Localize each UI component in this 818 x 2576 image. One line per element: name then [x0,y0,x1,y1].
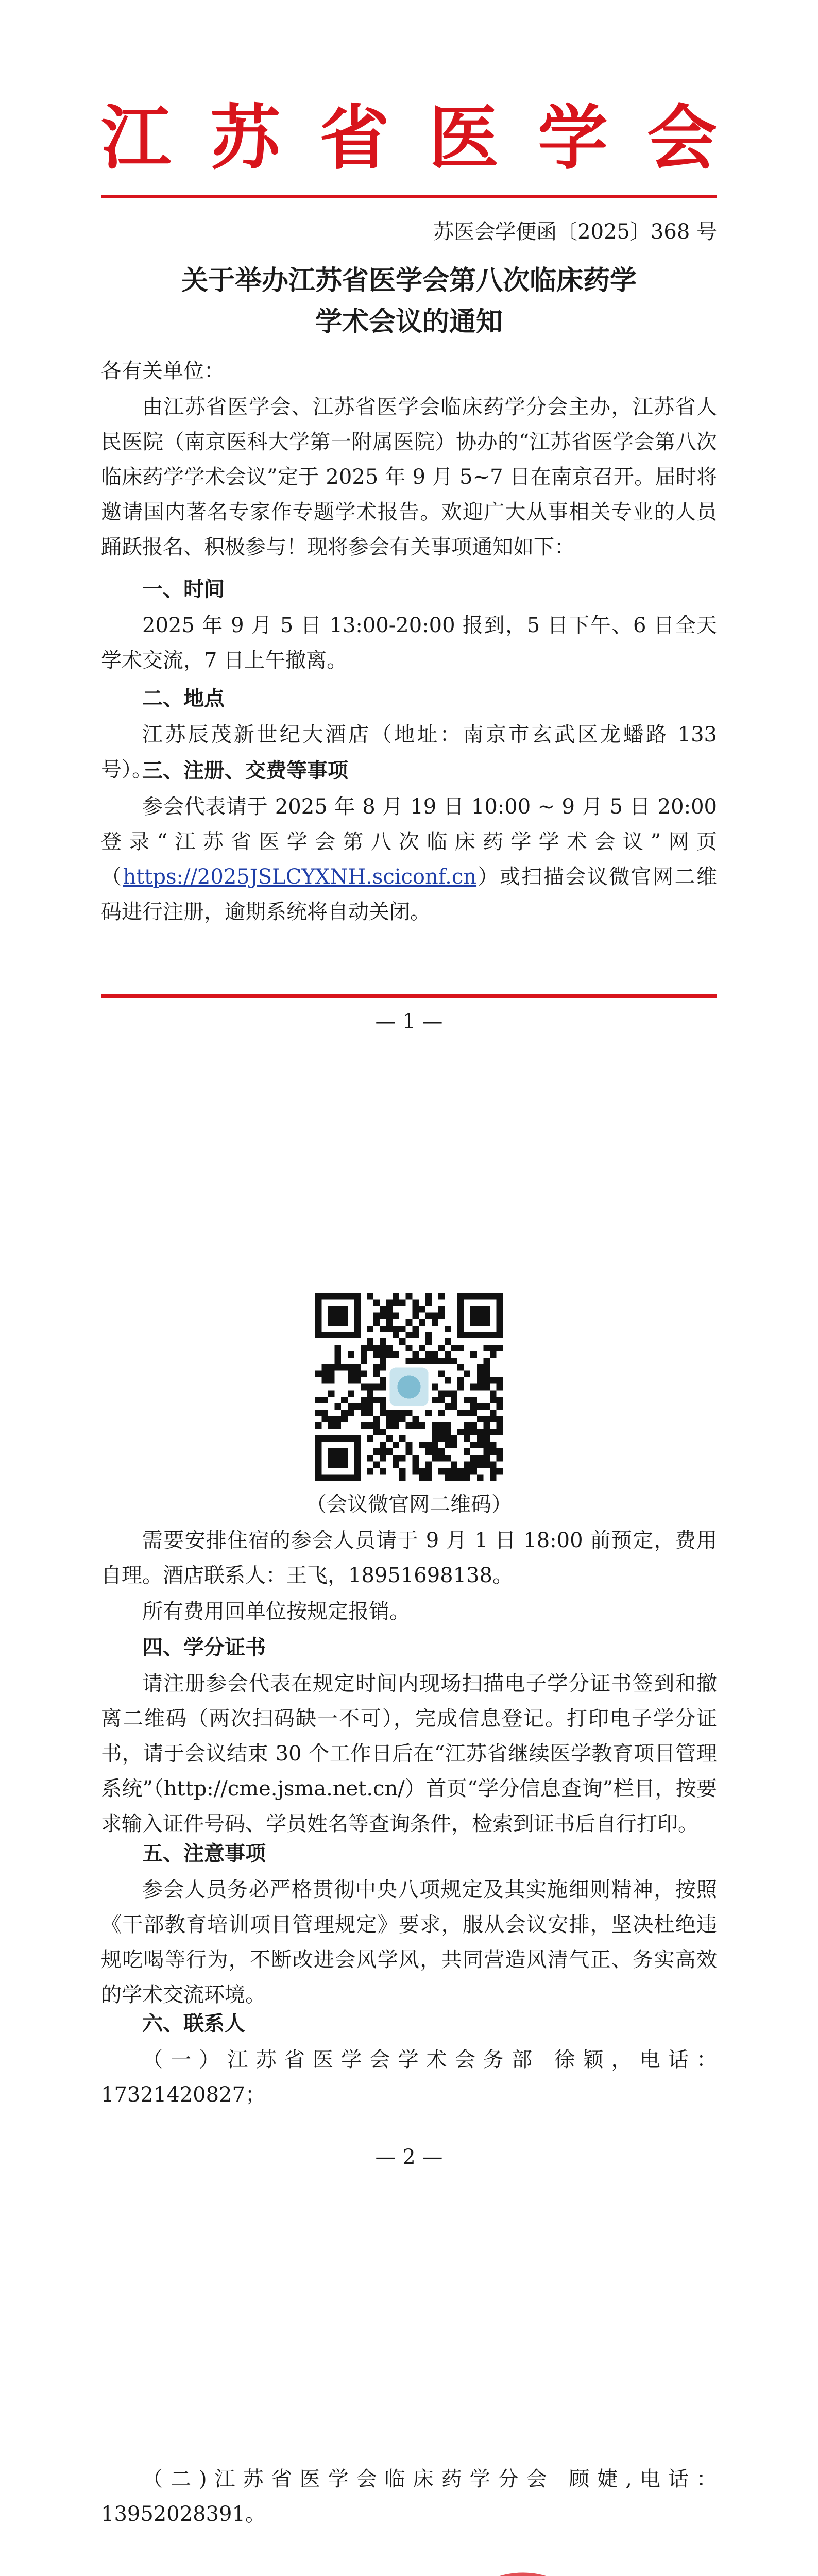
contact-2: （二)江苏省医学会临床药学分会 顾婕,电话：13952028391。 [101,2467,717,2526]
registration-text [101,789,717,929]
section-heading-contacts: 六、联系人 [142,2012,245,2036]
title-line-1: 关于举办江苏省医学会第八次临床药学 [181,265,637,296]
registration-text-after: ）或扫描会议微官网二维码进行注册，逾期系统将自动关闭。 [101,865,718,924]
place-text: 江苏辰茂新世纪大酒店（地址：南京市玄武区龙蟠路 133 号）。 [101,723,717,782]
section-heading-time: 一、时间 [142,578,225,601]
letterhead-char: 省 [319,97,389,179]
page-2 [0,1156,818,2312]
page-3 [0,2312,818,2576]
section-heading-registration: 三、注册、交费等事项 [142,759,348,783]
letterhead [101,97,717,179]
section-heading-notes: 五、注意事项 [142,1842,266,1866]
page-number: — 1 — [375,1010,443,1033]
notice-title [101,260,717,343]
section-heading-place: 二、地点 [142,687,225,710]
contact-1: （一）江苏省医学会学术会务部 徐颖，电话：17321420827； [101,2048,717,2107]
letterhead-char: 苏 [210,97,280,179]
title-line-2: 学术会议的通知 [315,306,503,337]
time-text: 2025 年 9 月 5 日 13:00-20:00 报到，5 日下午、6 日全天学术交流，7 日上午撤离。 [101,614,717,672]
letterhead-char: 江 [101,97,171,179]
intro-paragraph: 由江苏省医学会、江苏省医学会临床药学分会主办，江苏省人民医院（南京医科大学第一附属医院）协办的“江苏省医学会第八次临床药学学术会议”定于 2025 年 9 月 5~7 日在南京召开。届时将邀请国内著名专家作专题学术报告。欢迎广大从事相关专业的人员踊跃报名、积极参与！现将参会有关事项通知如下： [101,395,717,559]
notes-text: 参会人员务必严格贯彻中央八项规定及其实施细则精神，按照《干部教育培训项目管理规定》要求，服从会议安排，坚决杜绝违规吃喝等行为，不断改进会风学风，共同营造风清气正、务实高效的学术交流环境。 [101,1878,717,2007]
header-divider [101,195,717,198]
document-number: 苏医会学便函〔2025〕368 号 [433,220,717,244]
registration-text-before: 参会代表请于 2025 年 8 月 19 日 10:00 ~ 9 月 5 日 20:00 登录“江苏省医学会第八次临床药学学术会议”网页（ [101,795,717,889]
qr-caption: （会议微官网二维码） [306,1493,512,1516]
registration-link[interactable]: https://2025JSLCYXNH.sciconf.cn [123,865,477,889]
page-1 [0,0,818,1156]
footer-divider [101,994,717,998]
hotel-text: 需要安排住宿的参会人员请于 9 月 1 日 18:00 前预定，费用自理。酒店联系人：王飞，18951698138。 [101,1529,717,1587]
credits-text: 请注册参会代表在规定时间内现场扫描电子学分证书签到和撤离二维码（两次扫码缺一不可），完成信息登记。打印电子学分证书，请于会议结束 30 个工作日后在“江苏省继续医学教育项目管理系统”（http://cme.jsma.net.cn/）首页“学分信息查询”栏目，按要求输入证件号码、学员姓名等查询条件，检索到证书后自行打印。 [101,1672,717,1836]
letterhead-char: 学 [538,97,608,179]
fee-text: 所有费用回单位按规定报销。 [142,1600,410,1623]
letterhead-char: 医 [429,97,499,179]
salutation: 各有关单位： [101,359,225,383]
page-number: — 2 — [375,2145,443,2169]
signature-org-1 [387,2574,614,2576]
letterhead-char: 会 [647,97,717,179]
section-heading-credits: 四、学分证书 [142,1636,266,1659]
qr-code[interactable] [315,1293,503,1481]
